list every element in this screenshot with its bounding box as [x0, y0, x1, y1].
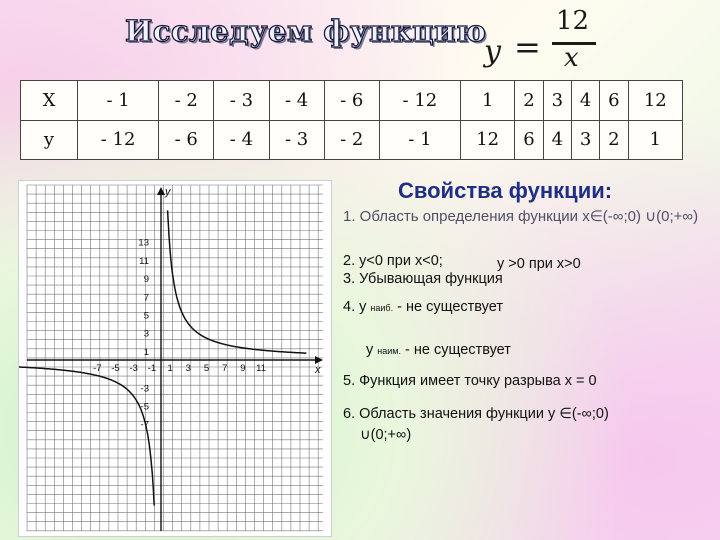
curve-negative-branch [19, 367, 154, 506]
x-tick-label: 5 [203, 363, 210, 374]
y-tick-label: 1 [143, 346, 149, 358]
table-cell: 3 [571, 120, 599, 160]
table-header-y: y [21, 120, 78, 160]
y-tick-label: -5 [140, 401, 149, 413]
y-tick-label: -3 [140, 383, 149, 395]
table-cell: - 6 [159, 120, 214, 160]
graph-grid [27, 185, 323, 531]
table-cell: 1 [628, 120, 682, 160]
formula-numerator: 12 [556, 6, 590, 36]
property-max [343, 299, 503, 315]
table-cell: 6 [600, 81, 628, 121]
x-tick-label: 7 [222, 363, 228, 374]
y-tick-label: 5 [143, 310, 149, 322]
y-axis-label: y [165, 186, 171, 198]
table-cell: - 12 [379, 81, 460, 121]
property-range: 6. Область значения функции y ∈(-∞;0) [343, 406, 609, 422]
table-cell: 4 [543, 120, 571, 160]
y-tick-label: 9 [143, 274, 149, 286]
table-cell: - 6 [324, 81, 379, 121]
table-cell: - 12 [78, 120, 159, 160]
formula-equals: = [514, 28, 541, 66]
page-title: Исследуем функцию [125, 14, 487, 48]
x-tick-label: 9 [240, 363, 246, 374]
y-tick-label: -7 [140, 419, 149, 431]
table-cell: 6 [515, 120, 543, 160]
property-min-sub: наим. [377, 346, 401, 356]
table-cell: - 3 [269, 120, 324, 160]
y-tick-label: 13 [138, 237, 149, 249]
values-table [20, 80, 683, 160]
property-monotonic: 3. Убывающая функция [343, 271, 503, 287]
property-max-prefix: 4. y [343, 299, 367, 315]
table-cell: 12 [461, 120, 515, 160]
table-cell: - 3 [214, 81, 269, 121]
graph-axes [27, 187, 323, 531]
property-discontinuity: 5. Функция имеет точку разрыва x = 0 [343, 373, 597, 389]
y-tick-label: 3 [143, 328, 149, 340]
curve-positive-branch [168, 210, 307, 353]
property-max-sub: наиб. [370, 303, 394, 313]
x-tick-label: 1 [167, 363, 173, 374]
property-min [366, 342, 511, 358]
property-domain: 1. Область определения функции x∈(-∞;0) ∪(0;+∞) [343, 208, 699, 225]
table-cell: - 4 [269, 81, 324, 121]
table-cell: - 1 [78, 81, 159, 121]
table-cell: 4 [571, 81, 599, 121]
table-cell: - 1 [379, 120, 460, 160]
x-tick-label: -3 [129, 363, 138, 374]
x-axis-label: x [315, 364, 321, 376]
formula-denominator: x [564, 43, 579, 73]
table-cell: - 4 [214, 120, 269, 160]
x-tick-label: 11 [256, 363, 267, 374]
property-max-suffix: - не существует [397, 299, 503, 315]
properties-heading: Свойства функции: [398, 178, 613, 203]
table-cell: 3 [543, 81, 571, 121]
table-cell: 1 [461, 81, 515, 121]
graph-svg [19, 181, 331, 536]
x-tick-label: -1 [147, 363, 157, 374]
table-cell: 2 [600, 120, 628, 160]
table-cell: 2 [515, 81, 543, 121]
y-tick-label: 7 [143, 292, 149, 304]
function-graph [18, 180, 332, 537]
table-header-x: X [21, 81, 78, 121]
x-axis-arrow [315, 356, 323, 364]
x-tick-label: 3 [185, 363, 191, 374]
property-min-prefix: y [366, 342, 374, 358]
x-tick-label: -5 [111, 363, 120, 374]
table-cell: - 2 [324, 120, 379, 160]
property-sign-negative: 2. y<0 при x<0; [343, 253, 443, 269]
property-sign-positive: y >0 при x>0 [497, 256, 581, 272]
x-tick-label: -7 [93, 363, 102, 374]
table-cell: - 2 [159, 81, 214, 121]
table-row-y [21, 120, 683, 160]
y-tick-label: 11 [139, 255, 149, 267]
property-range-cont: ∪(0;+∞) [360, 427, 412, 443]
property-min-suffix: - не существует [405, 342, 511, 358]
formula-lhs: y [484, 34, 501, 69]
function-formula [478, 6, 618, 76]
table-row-x [21, 81, 683, 121]
table-cell: 12 [628, 81, 682, 121]
